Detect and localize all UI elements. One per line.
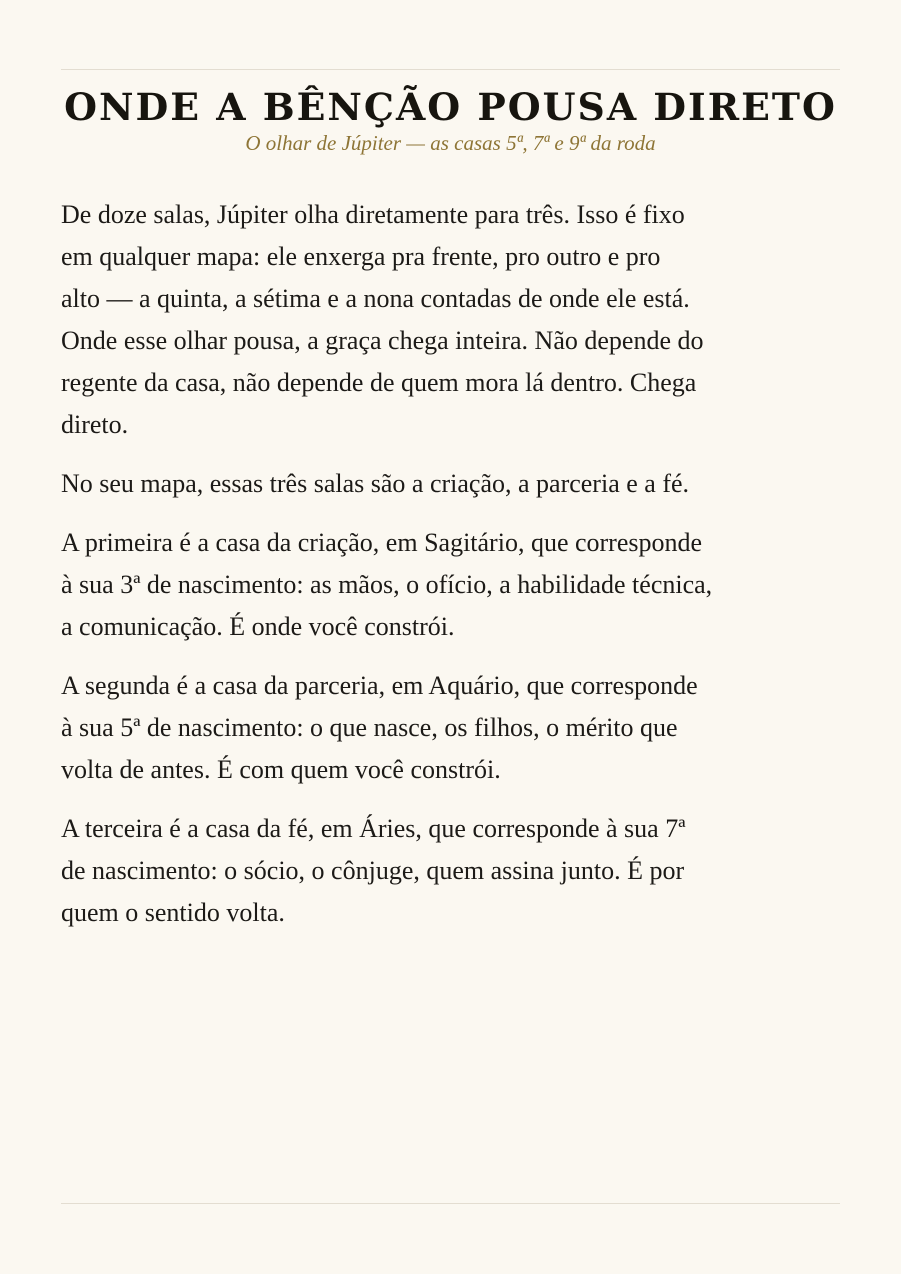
- text-line: em qualquer mapa: ele enxerga pra frente, pro outro e pro: [61, 242, 661, 271]
- text-line: volta de antes. É com quem você constrói.: [61, 755, 501, 784]
- paragraph-first-house: [61, 522, 841, 648]
- document-page: [61, 0, 840, 1274]
- text-line: A segunda é a casa da parceria, em Aquário, que corresponde: [61, 671, 698, 700]
- paragraph-summary: [61, 463, 841, 505]
- text-line: à sua 5ª de nascimento: o que nasce, os filhos, o mérito que: [61, 713, 678, 742]
- text-line: regente da casa, não depende de quem mora lá dentro. Chega: [61, 368, 697, 397]
- page-subtitle: O olhar de Júpiter — as casas 5ª, 7ª e 9ª da roda: [245, 131, 656, 155]
- paragraph-intro: [61, 194, 841, 446]
- text-line: à sua 3ª de nascimento: as mãos, o ofício, a habilidade técnica,: [61, 570, 713, 599]
- bottom-divider: [61, 1203, 840, 1204]
- text-line: A terceira é a casa da fé, em Áries, que corresponde à sua 7ª: [61, 814, 686, 843]
- text-line: quem o sentido volta.: [61, 898, 285, 927]
- text-line: direto.: [61, 410, 129, 439]
- text-line: Onde esse olhar pousa, a graça chega inteira. Não depende do: [61, 326, 704, 355]
- paragraph-third-house: [61, 808, 841, 934]
- body-text: [61, 194, 841, 951]
- paragraph-second-house: [61, 665, 841, 791]
- text-line: alto — a quinta, a sétima e a nona contadas de onde ele está.: [61, 284, 690, 313]
- text-line: a comunicação. É onde você constrói.: [61, 612, 455, 641]
- text-line: No seu mapa, essas três salas são a criação, a parceria e a fé.: [61, 469, 690, 498]
- top-divider: [61, 69, 840, 70]
- text-line: de nascimento: o sócio, o cônjuge, quem assina junto. É por: [61, 856, 685, 885]
- text-line: A primeira é a casa da criação, em Sagitário, que corresponde: [61, 528, 703, 557]
- text-line: De doze salas, Júpiter olha diretamente para três. Isso é fixo: [61, 200, 685, 229]
- page-title: ONDE A BÊNÇÃO POUSA DIRETO: [64, 85, 837, 129]
